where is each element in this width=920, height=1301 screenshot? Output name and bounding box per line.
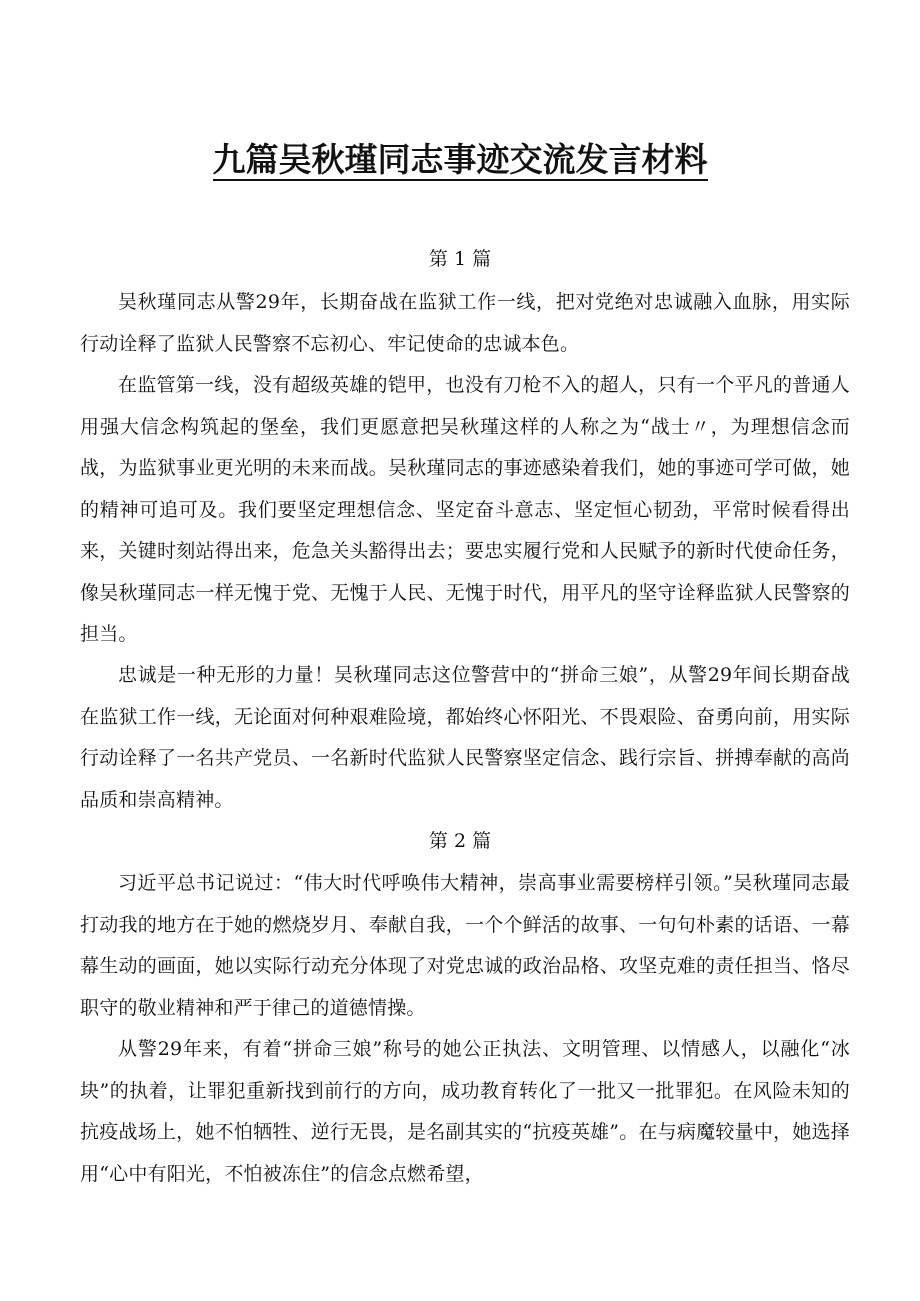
document-title-text: 九篇吴秋瑾同志事迹交流发言材料 bbox=[212, 140, 708, 179]
paragraph: 忠诚是一种无形的力量！吴秋瑾同志这位警营中的“拼命三娘”，从警29年间长期奋战在监狱工作一线，无论面对何种艰难险境，都始终心怀阳光、不畏艰险、奋勇向前，用实际行动诠释了一名共产党员、一名新时代监狱人民警察坚定信念、践行宗旨、拼搏奉献的高尚品质和崇高精神。 bbox=[80, 664, 850, 811]
paragraph: 习近平总书记说过：“伟大时代呼唤伟大精神，崇高事业需要榜样引领。”吴秋瑾同志最打动我的地方在于她的燃烧岁月、奉献自我，一个个鲜活的故事、一句句朴素的话语、一幕幕生动的画面，她以实际行动充分体现了对党忠诚的政治品格、攻坚克难的责任担当、恪尽职守的敬业精神和严于律己的道德情操。 bbox=[80, 872, 850, 1019]
paragraph: 从警29年来，有着“拼命三娘”称号的她公正执法、文明管理、以情感人，以融化“冰块”的执着，让罪犯重新找到前行的方向，成功教育转化了一批又一批罪犯。在风险未知的抗疫战场上，她不怕牺牲、逆行无畏，是名副其实的“抗疫英雄”。在与病魔较量中，她选择用“心中有阳光，不怕被冻住”的信念点燃希望， bbox=[80, 1038, 850, 1185]
paragraph: 在监管第一线，没有超级英雄的铠甲，也没有刀枪不入的超人，只有一个平凡的普通人用强大信念构筑起的堡垒，我们更愿意把吴秋瑾这样的人称之为“战士〃，为理想信念而战，为监狱事业更光明的未来而战。吴秋瑾同志的事迹感染着我们，她的事迹可学可做，她的精神可追可及。我们要坚定理想信念、坚定奋斗意志、坚定恒心韧劲，平常时候看得出来，关键时刻站得出来，危急关头豁得出去；要忠实履行党和人民赋予的新时代使命任务，像吴秋瑾同志一样无愧于党、无愧于人民、无愧于时代，用平凡的坚守诠释监狱人民警察的担当。 bbox=[80, 374, 850, 645]
paragraph: 吴秋瑾同志从警29年，长期奋战在监狱工作一线，把对党绝对忠诚融入血脉，用实际行动诠释了监狱人民警察不忘初心、牢记使命的忠诚本色。 bbox=[80, 291, 850, 355]
section-heading-2: 第 2 篇 bbox=[428, 830, 492, 852]
document-title bbox=[0, 136, 920, 184]
section-heading-1: 第 1 篇 bbox=[428, 248, 492, 270]
